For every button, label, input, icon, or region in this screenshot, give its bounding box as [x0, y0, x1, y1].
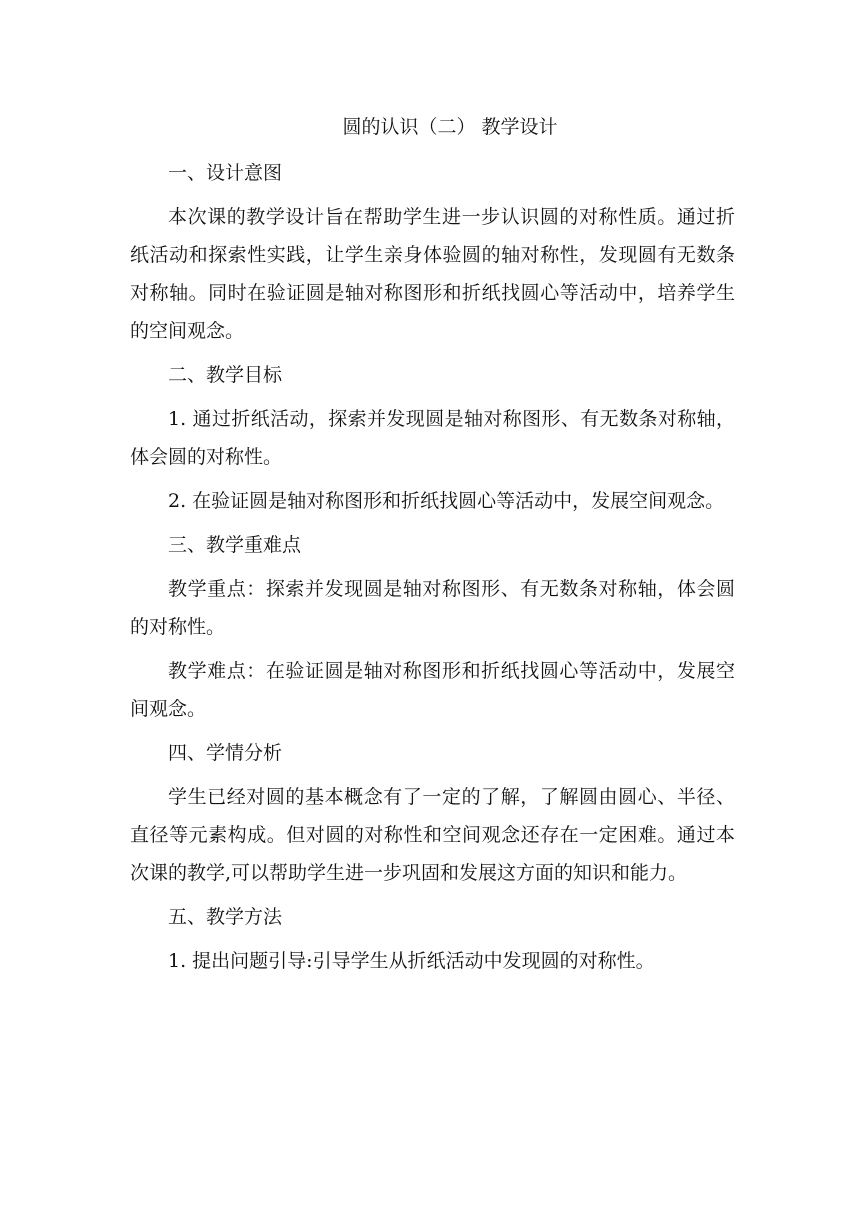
section-heading-student-analysis: 四、学情分析	[168, 742, 283, 764]
document-body	[130, 154, 735, 986]
section-heading-design-intent: 一、设计意图	[168, 162, 283, 184]
paragraph-difficult-point: 教学难点：在验证圆是轴对称图形和折纸找圆心等活动中，发展空间观念。	[130, 660, 735, 720]
paragraph-key-point: 教学重点：探索并发现圆是轴对称图形、有无数条对称轴，体会圆的对称性。	[130, 578, 735, 638]
paragraph-student-analysis: 学生已经对圆的基本概念有了一定的了解，了解圆由圆心、半径、直径等元素构成。但对圆的对称性和空间观念还存在一定困难。通过本次课的教学,可以帮助学生进一步巩固和发展这方面的知识和能力。	[130, 786, 735, 884]
document-title: 圆的认识（二） 教学设计	[342, 116, 558, 138]
section-heading-teaching-goals: 二、教学目标	[168, 364, 283, 386]
section-heading-key-points: 三、教学重难点	[168, 534, 302, 556]
paragraph-goal-2: 2. 在验证圆是轴对称图形和折纸找圆心等活动中，发展空间观念。	[168, 490, 725, 512]
paragraph-goal-1: 1. 通过折纸活动，探索并发现圆是轴对称图形、有无数条对称轴，体会圆的对称性。	[130, 408, 735, 468]
section-heading-teaching-methods: 五、教学方法	[168, 906, 283, 928]
paragraph-method-1: 1. 提出问题引导:引导学生从折纸活动中发现圆的对称性。	[168, 950, 655, 972]
paragraph-design-intent: 本次课的教学设计旨在帮助学生进一步认识圆的对称性质。通过折纸活动和探索性实践，让学生亲身体验圆的轴对称性，发现圆有无数条对称轴。同时在验证圆是轴对称图形和折纸找圆心等活动中，培养学生的空间观念。	[130, 206, 735, 342]
